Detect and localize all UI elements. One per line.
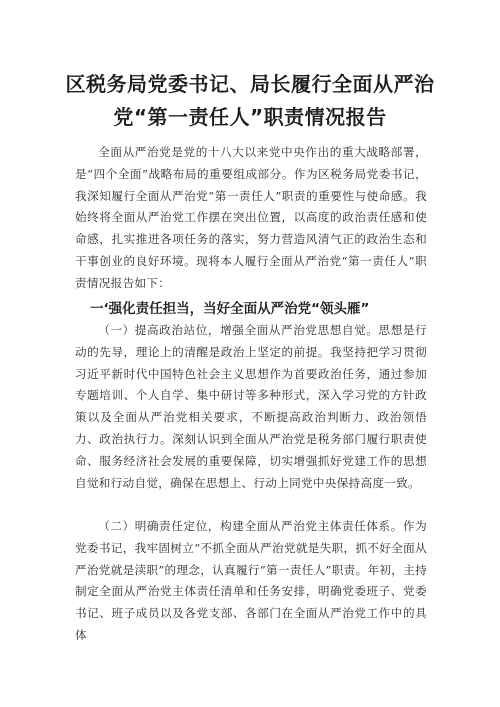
body-paragraph: （二）明确责任定位，构建全面从严治党主体责任体系。作为党委书记，我牢固树立“不抓全面从严治党就是失职，抓不好全面从严治党就是渎职”的理念，认真履行“第一责任人”职责。年初，主持制定全面从严治党主体责任清单和任务安排，明确党委班子、党委书记、班子成员以及各党支部、各部门在全面从严治党工作中的具体: [75, 519, 427, 642]
body-paragraph: （一）提高政治站位，增强全面从严治党思想自觉。思想是行动的先导，理论上的清醒是政治上坚定的前提。我坚持把学习贯彻习近平新时代中国特色社会主义思想作为首要政治任务，通过参加专题培训、个人自学、集中研讨等多种形式，深入学习党的方针政策以及全面从严治党相关要求，不断提高政治判断力、政治领悟力、政治执行力。深刻认识到全面从严治党是税务部门履行职责使命、服务经济社会发展的重要保障，切实增强抓好党建工作的思想自觉和行动自觉，确保在思想上、行动上同党中央保持高度一致。: [75, 323, 427, 490]
document-title-line-2: 党“第一责任人”职责情况报告: [113, 105, 387, 129]
section-heading: 一‘强化责任担当，当好全面从严治党“领头雁”: [90, 301, 370, 317]
intro-paragraph: 全面从严治党是党的十八大以来党中央作出的重大战略部署，是“四个全面”战略布局的重要组成部分。作为区税务局党委书记，我深知履行全面从严治党“第一责任人”职责的重要性与使命感。我始终将全面从严治党工作摆在突出位置，以高度的政治责任感和使命感，扎实推进各项任务的落实，努力营造风清气正的政治生态和干事创业的良好环境。现将本人履行全面从严治党“第一责任人”职责情况报告如下：: [75, 145, 427, 290]
document-title-line-1: 区税务局党委书记、局长履行全面从严治: [65, 72, 435, 96]
